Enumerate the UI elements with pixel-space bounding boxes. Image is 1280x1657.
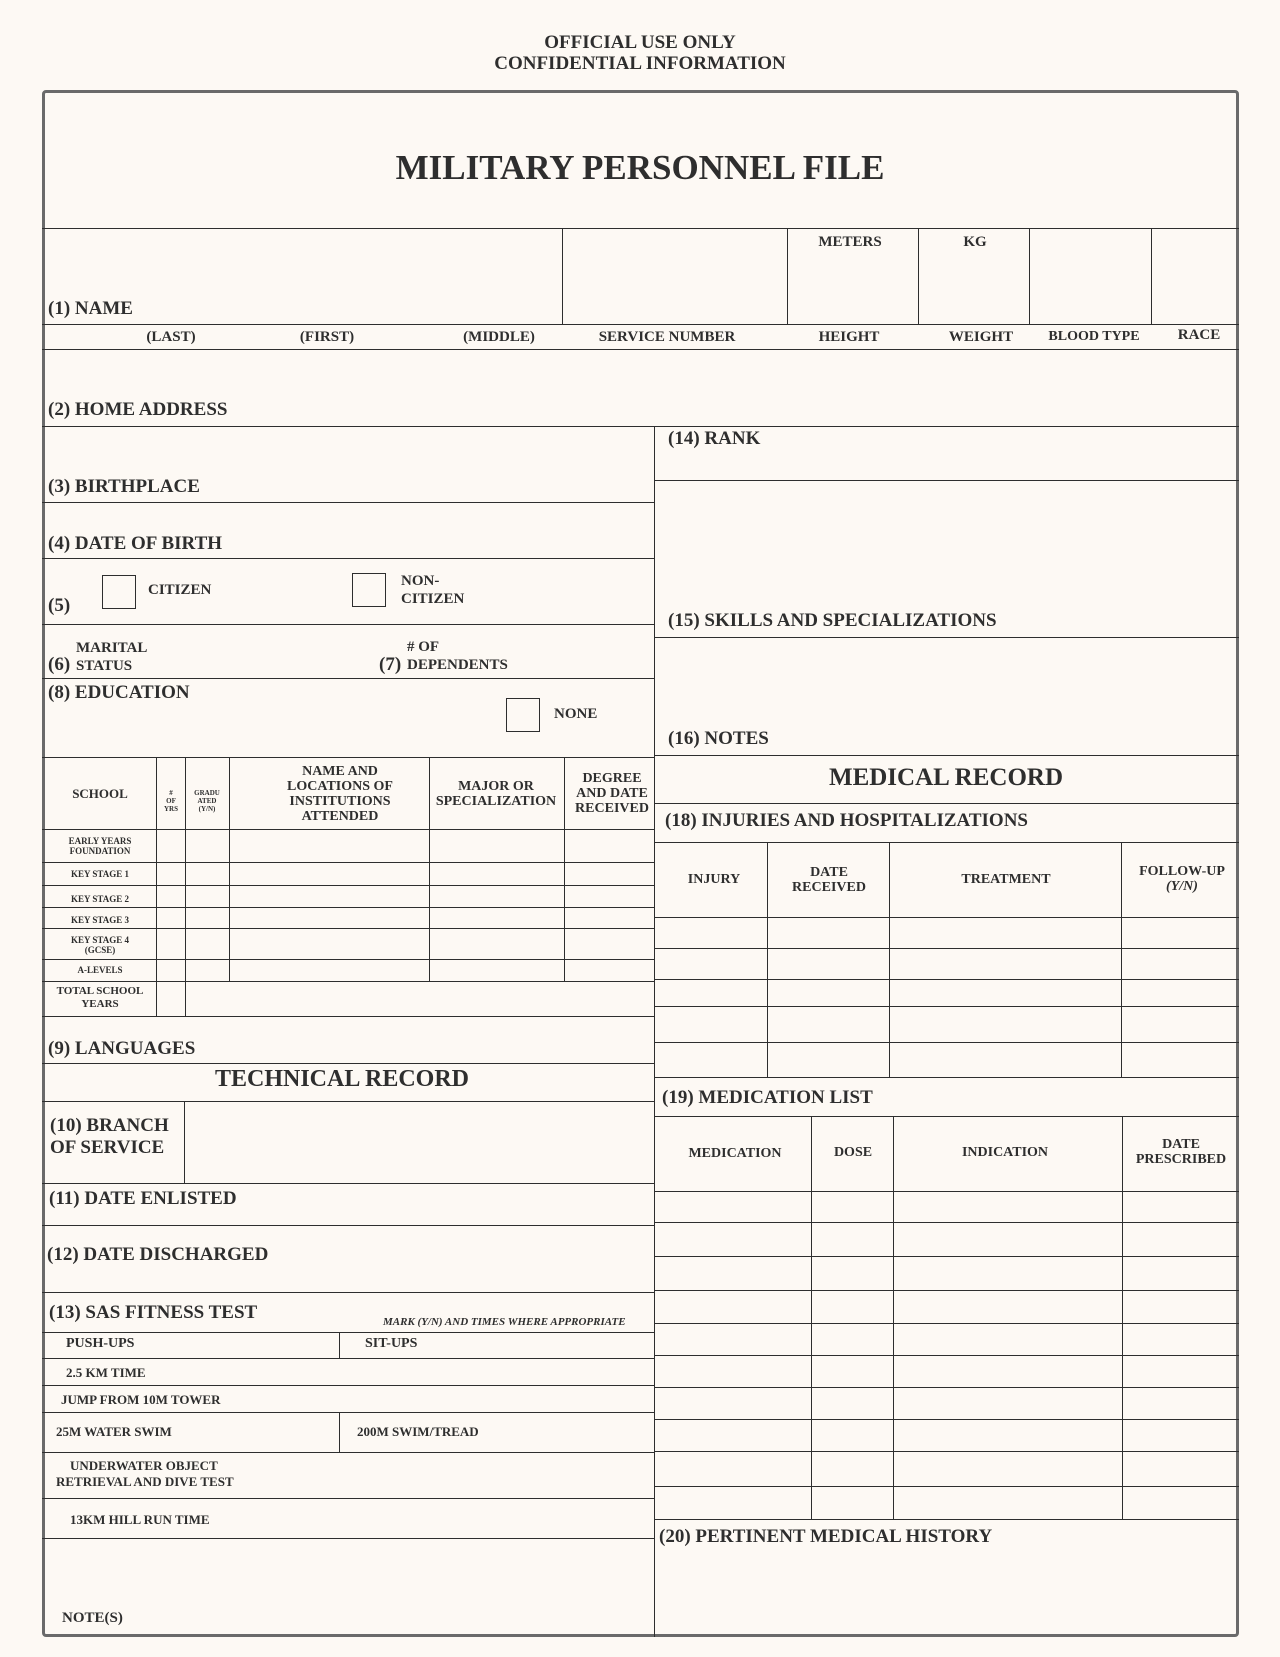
edu-row-label: EARLY YEARS FOUNDATION	[68, 836, 132, 856]
divider	[654, 480, 1239, 481]
table-row	[42, 928, 654, 929]
divider	[1122, 1116, 1123, 1519]
none-label: NONE	[554, 706, 598, 722]
first-label: (FIRST)	[299, 329, 355, 345]
divider	[42, 1538, 654, 1539]
divider	[429, 757, 430, 981]
divider	[42, 502, 654, 503]
divider	[42, 757, 654, 758]
branch-label-2: OF SERVICE	[50, 1137, 165, 1158]
table-row	[654, 917, 1239, 918]
divider	[654, 1116, 1239, 1117]
branch-label-1: (10) BRANCH	[50, 1115, 169, 1136]
birthplace-label: (3) BIRTHPLACE	[48, 476, 200, 497]
notes-label: NOTE(S)	[62, 1610, 123, 1626]
total-years-label: TOTAL SCHOOL YEARS	[56, 985, 144, 1010]
injury-header: INJURY	[687, 872, 741, 887]
date-of-birth-label: (4) DATE OF BIRTH	[48, 533, 223, 554]
citizen-label: CITIZEN	[148, 582, 212, 598]
institutions-header: NAME AND LOCATIONS OF INSTITUTIONS ATTENDED	[287, 764, 393, 824]
date-prescribed-header: DATE PRESCRIBED	[1135, 1137, 1227, 1167]
edu-row-label: KEY STAGE 2	[70, 894, 130, 904]
dependents-label-1: # OF	[407, 639, 440, 655]
middle-label: (MIDDLE)	[463, 329, 535, 345]
injuries-label: (18) INJURIES AND HOSPITALIZATIONS	[665, 810, 1029, 831]
race-label: RACE	[1177, 327, 1221, 343]
table-row	[42, 907, 654, 908]
divider	[42, 228, 1239, 229]
table-row	[42, 1016, 654, 1017]
notes-16-label: (16) NOTES	[668, 728, 769, 749]
service-number-field[interactable]	[566, 232, 784, 320]
service-number-label: SERVICE NUMBER	[598, 329, 736, 345]
form-title: MILITARY PERSONNEL FILE	[395, 148, 885, 187]
technical-record-heading: TECHNICAL RECORD	[214, 1066, 470, 1092]
divider	[42, 324, 1239, 325]
divider	[184, 1101, 185, 1183]
underwater-label-1: UNDERWATER OBJECT	[70, 1458, 218, 1473]
edu-row-label: KEY STAGE 1	[70, 869, 130, 879]
table-row	[42, 885, 654, 886]
graduated-header: GRADU ATED (Y/N)	[194, 789, 220, 813]
medication-header: MEDICATION	[688, 1146, 782, 1161]
divider	[156, 757, 157, 1016]
divider	[1151, 228, 1152, 324]
table-row	[42, 959, 654, 960]
table-row	[42, 829, 654, 830]
water-swim-label: 25M WATER SWIM	[56, 1424, 172, 1439]
table-row	[654, 1290, 1239, 1291]
divider	[1121, 842, 1122, 1077]
header-line-1: OFFICIAL USE ONLY	[544, 32, 736, 53]
marital-label-1: MARITAL	[76, 640, 148, 656]
divider	[42, 1183, 654, 1184]
divider	[654, 1077, 1239, 1078]
table-row	[654, 1355, 1239, 1356]
divider	[654, 842, 1239, 843]
divider	[654, 803, 1239, 804]
divider	[1029, 228, 1030, 324]
home-address-label: (2) HOME ADDRESS	[48, 399, 228, 420]
table-row	[654, 1191, 1239, 1192]
table-row	[654, 1451, 1239, 1452]
marital-number: (6)	[48, 654, 71, 675]
dose-header: DOSE	[833, 1145, 873, 1160]
divider	[339, 1332, 340, 1358]
table-row	[654, 1387, 1239, 1388]
treatment-header: TREATMENT	[961, 872, 1051, 887]
medical-record-heading: MEDICAL RECORD	[828, 764, 1064, 791]
date-enlisted-label: (11) DATE ENLISTED	[49, 1188, 237, 1209]
divider	[42, 1452, 654, 1453]
last-label: (LAST)	[146, 329, 196, 345]
table-row	[654, 1256, 1239, 1257]
table-row	[42, 981, 654, 982]
table-row	[654, 1323, 1239, 1324]
years-header: # OF YRS	[163, 789, 179, 813]
date-discharged-label: (12) DATE DISCHARGED	[47, 1244, 269, 1265]
medical-history-label: (20) PERTINENT MEDICAL HISTORY	[659, 1526, 993, 1547]
none-checkbox[interactable]	[506, 698, 540, 732]
tower-jump-label: JUMP FROM 10M TOWER	[61, 1392, 221, 1407]
push-ups-label: PUSH-UPS	[66, 1336, 135, 1351]
table-row	[42, 862, 654, 863]
table-row	[654, 1042, 1239, 1043]
medication-list-label: (19) MEDICATION LIST	[662, 1087, 873, 1108]
divider	[42, 1498, 654, 1499]
major-header: MAJOR OR SPECIALIZATION	[435, 779, 557, 809]
table-row	[654, 1006, 1239, 1007]
height-field[interactable]	[791, 250, 915, 320]
divider	[918, 228, 919, 324]
divider	[42, 1385, 654, 1386]
swim-tread-label: 200M SWIM/TREAD	[357, 1424, 479, 1439]
non-citizen-label-2: CITIZEN	[401, 591, 465, 607]
divider	[42, 678, 654, 679]
weight-field[interactable]	[922, 250, 1026, 320]
divider	[767, 842, 768, 1077]
blood-type-field[interactable]	[1033, 232, 1148, 320]
race-field[interactable]	[1155, 232, 1235, 320]
divider	[654, 755, 1239, 756]
branch-field[interactable]	[188, 1105, 650, 1180]
skills-label: (15) SKILLS AND SPECIALIZATIONS	[668, 610, 997, 631]
header-line-2: CONFIDENTIAL INFORMATION	[494, 53, 786, 74]
sas-fitness-label: (13) SAS FITNESS TEST	[49, 1302, 258, 1323]
follow-up-header: FOLLOW-UP (Y/N)	[1139, 864, 1225, 894]
divider	[185, 757, 186, 1016]
medical-history-field[interactable]	[658, 1550, 1235, 1632]
table-row	[654, 1222, 1239, 1223]
divider	[42, 558, 654, 559]
divider	[893, 1116, 894, 1519]
divider	[562, 228, 563, 324]
non-citizen-checkbox[interactable]	[352, 573, 386, 607]
divider	[42, 1225, 654, 1226]
sit-ups-label: SIT-UPS	[365, 1336, 418, 1351]
notes-field[interactable]	[46, 1542, 650, 1632]
degree-header: DEGREE AND DATE RECEIVED	[575, 771, 649, 816]
table-row	[654, 1419, 1239, 1420]
edu-row-label: KEY STAGE 4 (GCSE)	[70, 935, 130, 955]
languages-label: (9) LANGUAGES	[48, 1038, 196, 1059]
hill-run-label: 13KM HILL RUN TIME	[70, 1512, 210, 1527]
table-row	[654, 948, 1239, 949]
divider	[42, 1292, 654, 1293]
divider	[42, 426, 1239, 427]
kg-label: KG	[963, 234, 987, 250]
weight-label: WEIGHT	[948, 329, 1014, 345]
date-received-header: DATE RECEIVED	[792, 865, 866, 895]
divider	[42, 1063, 654, 1064]
meters-label: METERS	[818, 234, 882, 250]
divider	[787, 228, 788, 324]
dependents-number: (7)	[379, 654, 402, 675]
divider	[564, 757, 565, 981]
divider	[889, 842, 890, 1077]
rank-field[interactable]	[658, 430, 1235, 477]
table-row	[654, 1486, 1239, 1487]
divider	[42, 1101, 654, 1102]
underwater-label-2: RETRIEVAL AND DIVE TEST	[56, 1474, 234, 1489]
divider	[42, 1332, 654, 1333]
divider	[42, 349, 1239, 350]
divider	[339, 1412, 340, 1452]
blood-type-label: BLOOD TYPE	[1048, 329, 1140, 344]
citizenship-number: (5)	[48, 595, 71, 616]
edu-row-label: KEY STAGE 3	[70, 915, 130, 925]
divider	[42, 1412, 654, 1413]
indication-header: INDICATION	[961, 1145, 1049, 1160]
height-label: HEIGHT	[818, 329, 880, 345]
divider	[654, 1519, 1239, 1520]
divider	[42, 1358, 654, 1359]
column-divider	[654, 426, 655, 1637]
marital-label-2: STATUS	[76, 658, 133, 674]
education-label: (8) EDUCATION	[48, 682, 190, 703]
citizen-checkbox[interactable]	[102, 575, 136, 609]
divider	[654, 637, 1239, 638]
form-frame	[42, 90, 1239, 1637]
sas-note: MARK (Y/N) AND TIMES WHERE APPROPRIATE	[383, 1316, 626, 1328]
dependents-label-2: DEPENDENTS	[407, 657, 508, 673]
name-label: (1) NAME	[48, 298, 133, 319]
school-header: SCHOOL	[72, 786, 128, 801]
divider	[811, 1116, 812, 1519]
run-2-5km-label: 2.5 KM TIME	[66, 1365, 146, 1380]
rank-label: (14) RANK	[668, 428, 761, 449]
divider	[229, 757, 230, 981]
edu-row-label: A-LEVELS	[77, 965, 123, 975]
divider	[42, 624, 654, 625]
non-citizen-label-1: NON-	[401, 573, 440, 589]
table-row	[654, 979, 1239, 980]
